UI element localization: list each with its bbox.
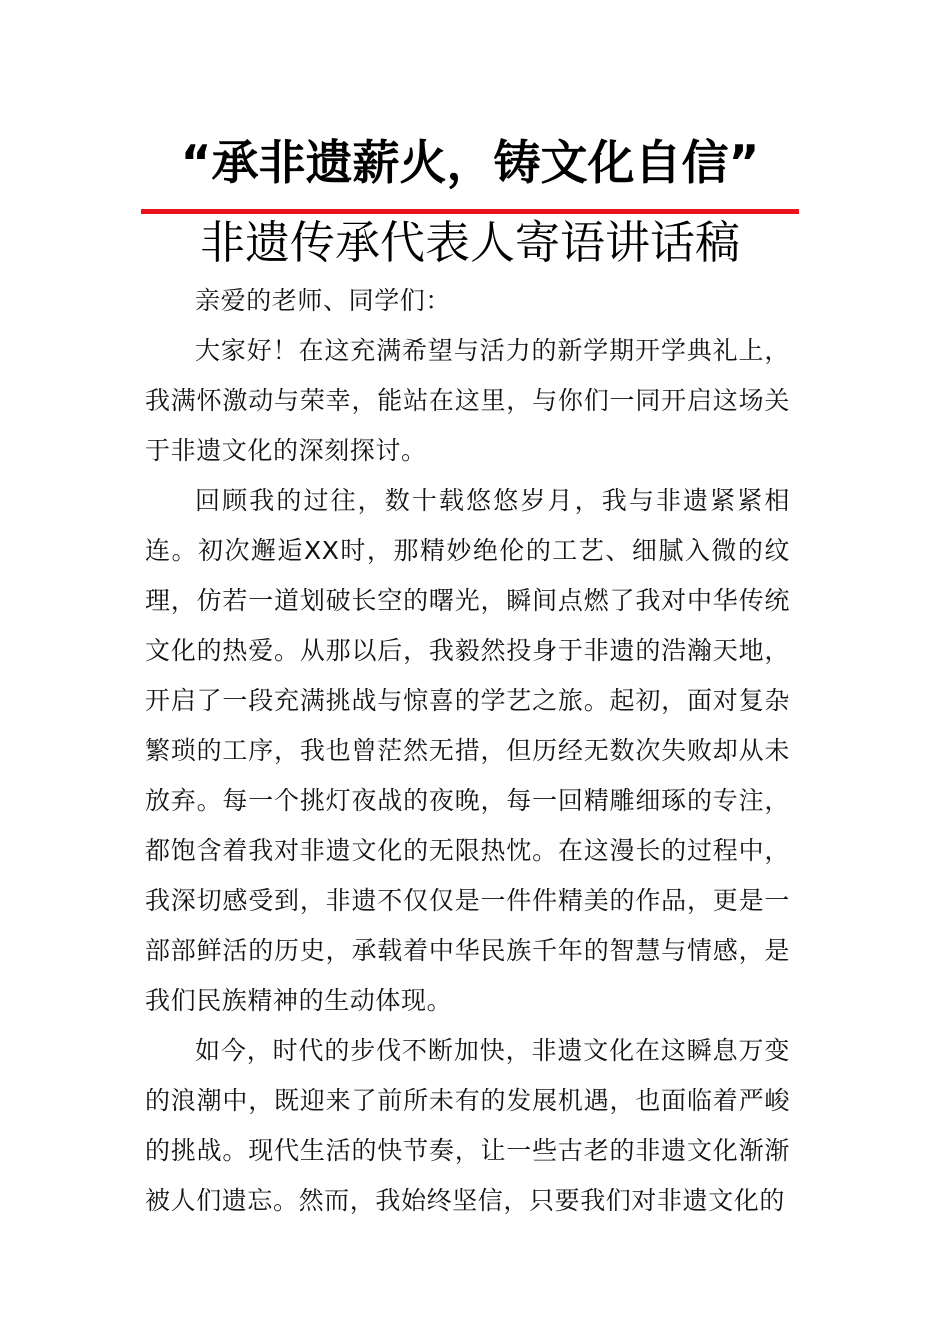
document-body	[145, 276, 790, 1226]
paragraph-experience: 回顾我的过往，数十载悠悠岁月，我与非遗紧紧相连。初次邂逅XX时，那精妙绝伦的工艺、细腻入微的纹理，仿若一道划破长空的曙光，瞬间点燃了我对中华传统文化的热爱。从那以后，我毅然投身于非遗的浩瀚天地，开启了一段充满挑战与惊喜的学艺之旅。起初，面对复杂繁琐的工序，我也曾茫然无措，但历经无数次失败却从未放弃。每一个挑灯夜战的夜晚，每一回精雕细琢的专注，都饱含着我对非遗文化的无限热忱。在这漫长的过程中，我深切感受到，非遗不仅仅是一件件精美的作品，更是一部部鲜活的历史，承载着中华民族千年的智慧与情感，是我们民族精神的生动体现。	[145, 486, 790, 1015]
paragraph-salutation: 亲爱的老师、同学们：	[195, 286, 452, 315]
paragraph-era: 如今，时代的步伐不断加快，非遗文化在这瞬息万变的浪潮中，既迎来了前所未有的发展机遇，也面临着严峻的挑战。现代生活的快节奏，让一些古老的非遗文化渐渐被人们遗忘。然而，我始终坚信，只要我们对非遗文化的	[145, 1036, 790, 1215]
paragraph-greeting: 大家好！在这充满希望与活力的新学期开学典礼上，我满怀激动与荣幸，能站在这里，与你们一同开启这场关于非遗文化的深刻探讨。	[145, 336, 790, 465]
document-title: “承非遗薪火，铸文化自信”	[180, 136, 760, 191]
document-subtitle: 非遗传承代表人寄语讲话稿	[199, 216, 740, 269]
